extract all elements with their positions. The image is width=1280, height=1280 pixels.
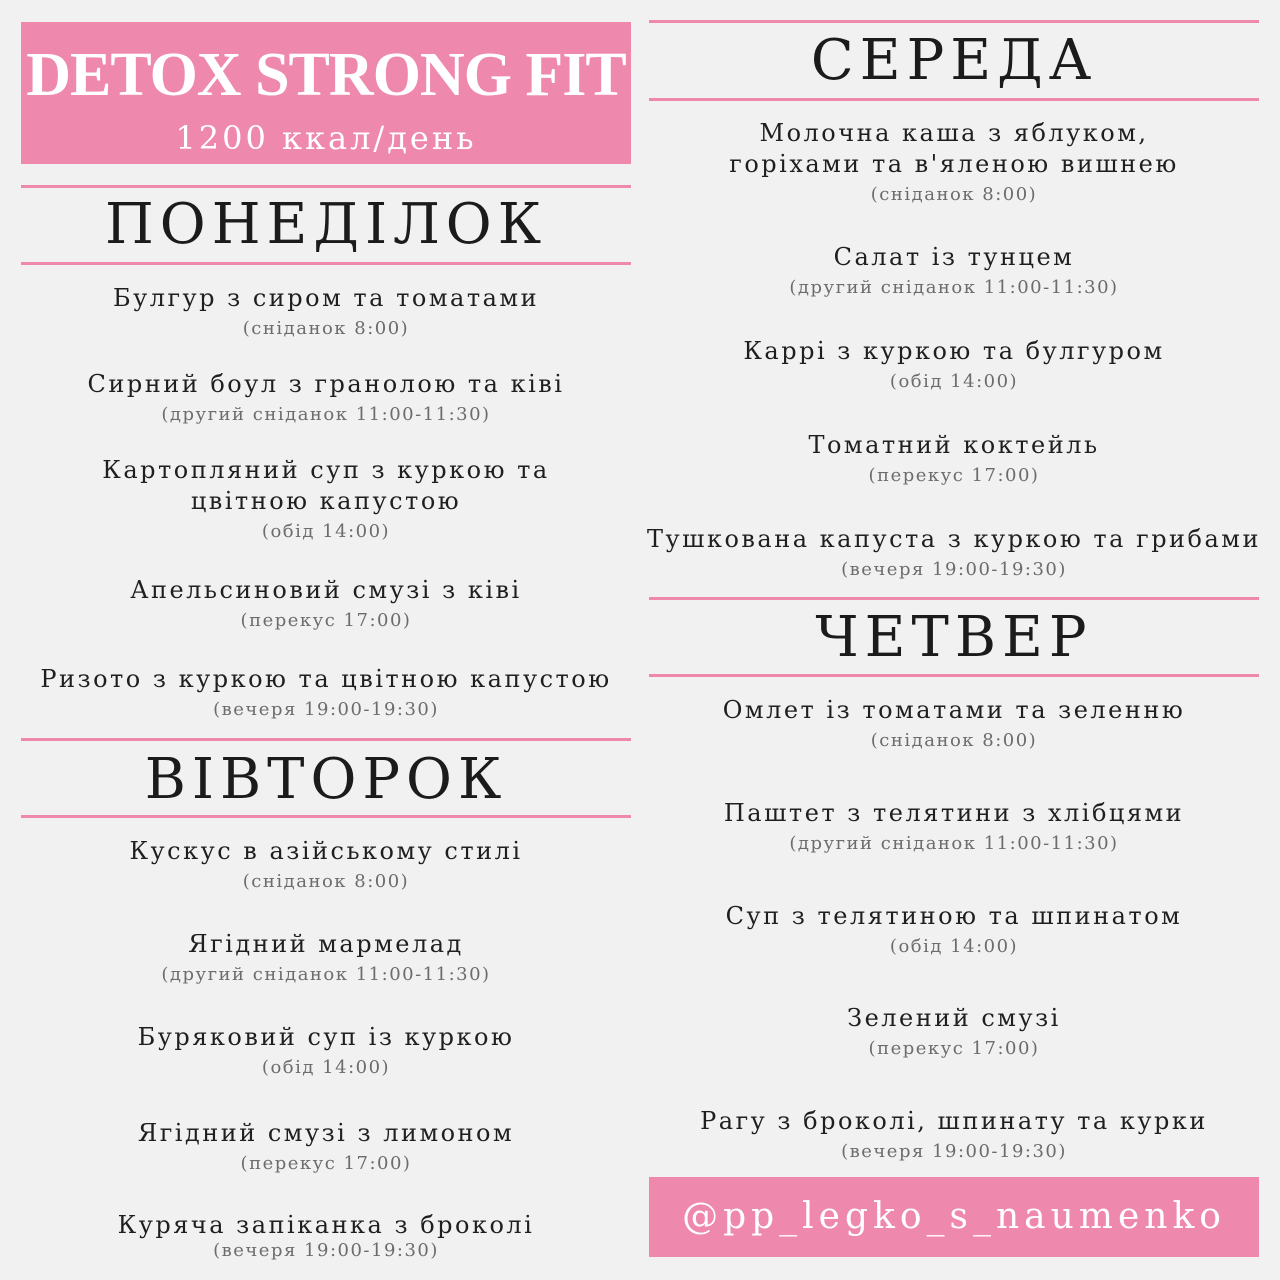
divider bbox=[21, 738, 631, 741]
meal-item bbox=[1, 1210, 651, 1264]
title-banner bbox=[21, 22, 631, 164]
day-heading-thursday: ЧЕТВЕР bbox=[815, 605, 1093, 670]
meal-dish: Тушкована капуста з куркою та грибами bbox=[647, 525, 1261, 553]
meal-item bbox=[1, 369, 651, 428]
meal-dish: Куряча запіканка з броколі bbox=[117, 1211, 535, 1239]
meal-item bbox=[1, 664, 651, 723]
meal-time: (перекус 17:00) bbox=[240, 610, 412, 631]
meal-time: (сніданок 8:00) bbox=[242, 871, 410, 892]
meal-dish: Ризото з куркою та цвітною капустою bbox=[40, 665, 612, 693]
meal-dish: Паштет з телятини з хлібцями bbox=[723, 799, 1185, 827]
divider bbox=[21, 262, 631, 265]
meal-dish: Ягідний мармелад bbox=[188, 930, 464, 958]
meal-item bbox=[1, 575, 651, 634]
meal-dish: Булгур з сиром та томатами bbox=[112, 284, 540, 312]
meal-item bbox=[629, 242, 1279, 301]
meal-dish: Томатний коктейль bbox=[808, 431, 1100, 459]
meal-dish: Салат із тунцем bbox=[833, 243, 1075, 271]
meal-item bbox=[629, 524, 1279, 583]
meal-dish: Рагу з броколі, шпинату та курки bbox=[700, 1107, 1208, 1135]
meal-dish: Буряковий суп із куркою bbox=[137, 1023, 515, 1051]
meal-dish: Зелений смузі bbox=[847, 1004, 1061, 1032]
meal-dish: Суп з телятиною та шпинатом bbox=[725, 902, 1183, 930]
divider bbox=[21, 185, 631, 188]
meal-time: (обід 14:00) bbox=[889, 371, 1019, 392]
divider bbox=[649, 20, 1259, 23]
day-heading-tuesday: ВІВТОРОК bbox=[144, 747, 508, 812]
meal-item bbox=[629, 798, 1279, 857]
meal-dish: Сирний боул з гранолою та ківі bbox=[87, 370, 565, 398]
meal-dish: Омлет із томатами та зеленню bbox=[722, 696, 1186, 724]
meal-item bbox=[629, 695, 1279, 754]
meal-time: (другий сніданок 11:00-11:30) bbox=[161, 404, 491, 425]
meal-dish: Картопляний суп з куркою та цвітною капустою bbox=[102, 456, 550, 515]
meal-dish: Апельсиновий смузі з ківі bbox=[130, 576, 522, 604]
right-column bbox=[649, 0, 1259, 1280]
left-column bbox=[21, 0, 631, 1280]
plan-title: DETOX STRONG FIT bbox=[26, 41, 626, 109]
meal-item bbox=[1, 929, 651, 988]
meal-time: (перекус 17:00) bbox=[240, 1153, 412, 1174]
meal-time: (другий сніданок 11:00-11:30) bbox=[789, 833, 1119, 854]
day-heading-wednesday: СЕРЕДА bbox=[810, 28, 1098, 93]
meal-item bbox=[1, 1022, 651, 1081]
meal-time: (сніданок 8:00) bbox=[870, 730, 1038, 751]
meal-item bbox=[81, 455, 571, 545]
meal-time: (вечеря 19:00-19:30) bbox=[213, 699, 439, 720]
divider bbox=[649, 674, 1259, 677]
meal-item bbox=[629, 1106, 1279, 1165]
meal-time: (вечеря 19:00-19:30) bbox=[841, 559, 1067, 580]
meal-item bbox=[709, 118, 1199, 208]
meal-item bbox=[1, 836, 651, 895]
divider bbox=[649, 597, 1259, 600]
meal-dish: Кускус в азійському стилі bbox=[129, 837, 523, 865]
meal-item bbox=[629, 430, 1279, 489]
meal-time: (перекус 17:00) bbox=[868, 1038, 1040, 1059]
meal-time: (другий сніданок 11:00-11:30) bbox=[161, 964, 491, 985]
meal-time: (перекус 17:00) bbox=[868, 465, 1040, 486]
meal-dish: Ягідний смузі з лимоном bbox=[137, 1119, 515, 1147]
meal-time: (сніданок 8:00) bbox=[870, 184, 1038, 205]
instagram-handle[interactable]: @pp_legko_s_naumenko bbox=[682, 1196, 1226, 1237]
meal-time: (обід 14:00) bbox=[261, 1057, 391, 1078]
meal-item bbox=[1, 1118, 651, 1177]
meal-time: (сніданок 8:00) bbox=[242, 318, 410, 339]
meal-item bbox=[629, 901, 1279, 960]
divider bbox=[21, 815, 631, 818]
meal-dish: Молочна каша з яблуком, горіхами та в'яленою вишнею bbox=[729, 119, 1179, 178]
meal-time: (вечеря 19:00-19:30) bbox=[213, 1240, 439, 1261]
meal-time: (другий сніданок 11:00-11:30) bbox=[789, 277, 1119, 298]
meal-item bbox=[629, 1003, 1279, 1062]
meal-item bbox=[1, 283, 651, 342]
meal-item bbox=[629, 336, 1279, 395]
divider bbox=[649, 98, 1259, 101]
instagram-handle-banner[interactable] bbox=[649, 1177, 1259, 1257]
meal-time: (вечеря 19:00-19:30) bbox=[841, 1141, 1067, 1162]
plan-subtitle: 1200 ккал/день bbox=[175, 119, 477, 157]
meal-time: (обід 14:00) bbox=[889, 936, 1019, 957]
meal-dish: Каррі з куркою та булгуром bbox=[743, 337, 1165, 365]
meal-time: (обід 14:00) bbox=[261, 521, 391, 542]
day-heading-monday: ПОНЕДІЛОК bbox=[104, 192, 548, 257]
